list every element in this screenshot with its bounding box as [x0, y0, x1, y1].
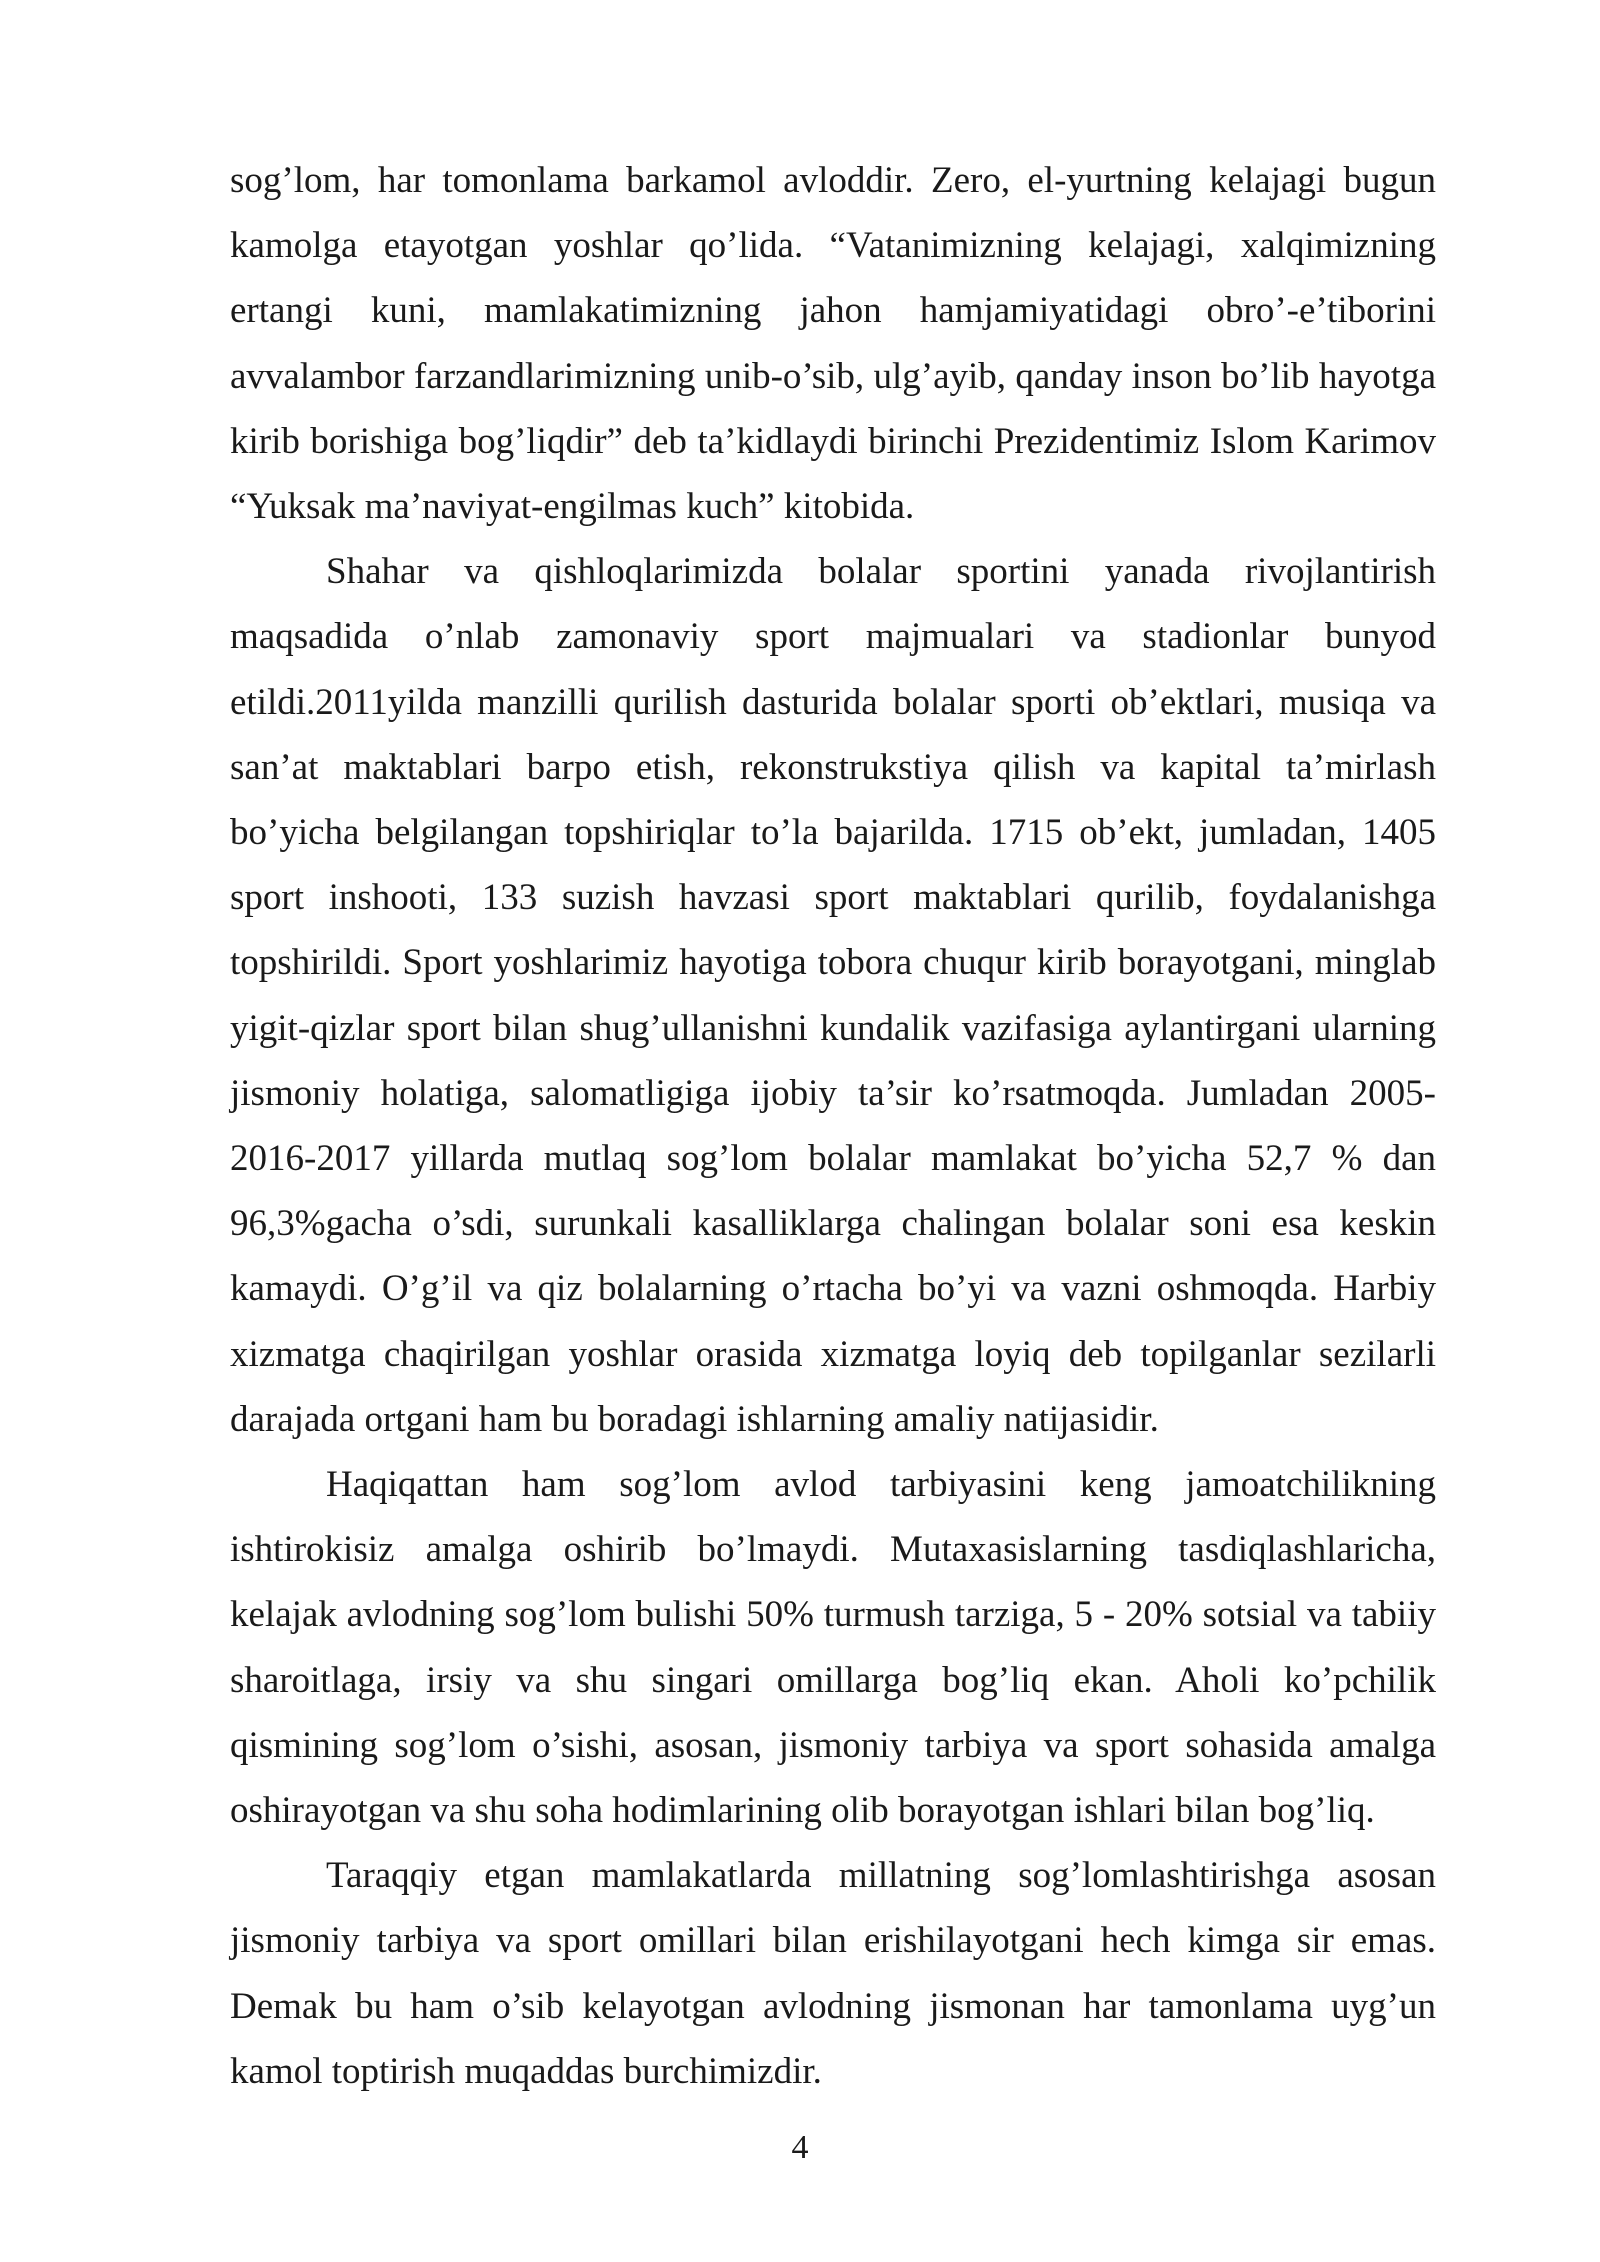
document-page-body	[230, 148, 1436, 2104]
paragraph-1: sog’lom, har tomonlama barkamol avloddir. Zero, el-yurtning kelajagi bugun kamolga etayotgan yoshlar qo’lida. “Vatanimizning kelajagi, xalqimizning ertangi kuni, mamlakatimizning jahon hamjamiyatidagi obro’-e’tiborini avvalambor farzandlarimizning unib-o’sib, ulg’ayib, qanday inson bo’lib hayotga kirib borishiga bog’liqdir” deb ta’kidlaydi birinchi Prezidentimiz Islom Karimov “Yuksak ma’naviyat-engilmas kuch” kitobida.	[230, 160, 1436, 528]
paragraph-2: Shahar va qishloqlarimizda bolalar sportini yanada rivojlantirish maqsadida o’nlab zamonaviy sport majmualari va stadionlar bunyod etildi.2011yilda manzilli qurilish dasturida bolalar sporti ob’ektlari, musiqa va san’at maktablari barpo etish, rekonstrukstiya qilish va kapital ta’mirlash bo’yicha belgilangan topshiriqlar to’la bajarilda. 1715 ob’ekt, jumladan, 1405 sport inshooti, 133 suzish havzasi sport maktablari qurilib, foydalanishga topshirildi. Sport yoshlarimiz hayotiga tobora chuqur kirib borayotgani, minglab yigit-qizlar sport bilan shug’ullanishni kundalik vazifasiga aylantirgani ularning jismoniy holatiga, salomatligiga ijobiy ta’sir ko’rsatmoqda. Jumladan 2005-2016-2017 yillarda mutlaq sog’lom bolalar mamlakat bo’yicha 52,7 % dan 96,3%gacha o’sdi, surunkali kasalliklarga chalingan bolalar soni esa keskin kamaydi. O’g’il va qiz bolalarning o’rtacha bo’yi va vazni oshmoqda. Harbiy xizmatga chaqirilgan yoshlar orasida xizmatga loyiq deb topilganlar sezilarli darajada ortgani ham bu boradagi ishlarning amaliy natijasidir.	[230, 551, 1436, 1440]
paragraph-4: Taraqqiy etgan mamlakatlarda millatning sog’lomlashtirishga asosan jismoniy tarbiya va sport omillari bilan erishilayotgani hech kimga sir emas. Demak bu ham o’sib kelayotgan avlodning jismonan har tamonlama uyg’un kamol toptirish muqaddas burchimizdir.	[230, 1855, 1436, 2092]
paragraph-3: Haqiqattan ham sog’lom avlod tarbiyasini keng jamoatchilikning ishtirokisiz amalga oshirib bo’lmaydi. Mutaxasislarning tasdiqlashlaricha, kelajak avlodning sog’lom bulishi 50% turmush tarziga, 5 - 20% sotsial va tabiiy sharoitlaga, irsiy va shu singari omillarga bog’liq ekan. Aholi ko’pchilik qismining sog’lom o’sishi, asosan, jismoniy tarbiya va sport sohasida amalga oshirayotgan va shu soha hodimlarining olib borayotgan ishlari bilan bog’liq.	[230, 1464, 1436, 1832]
page-number: 4	[791, 2129, 809, 2166]
